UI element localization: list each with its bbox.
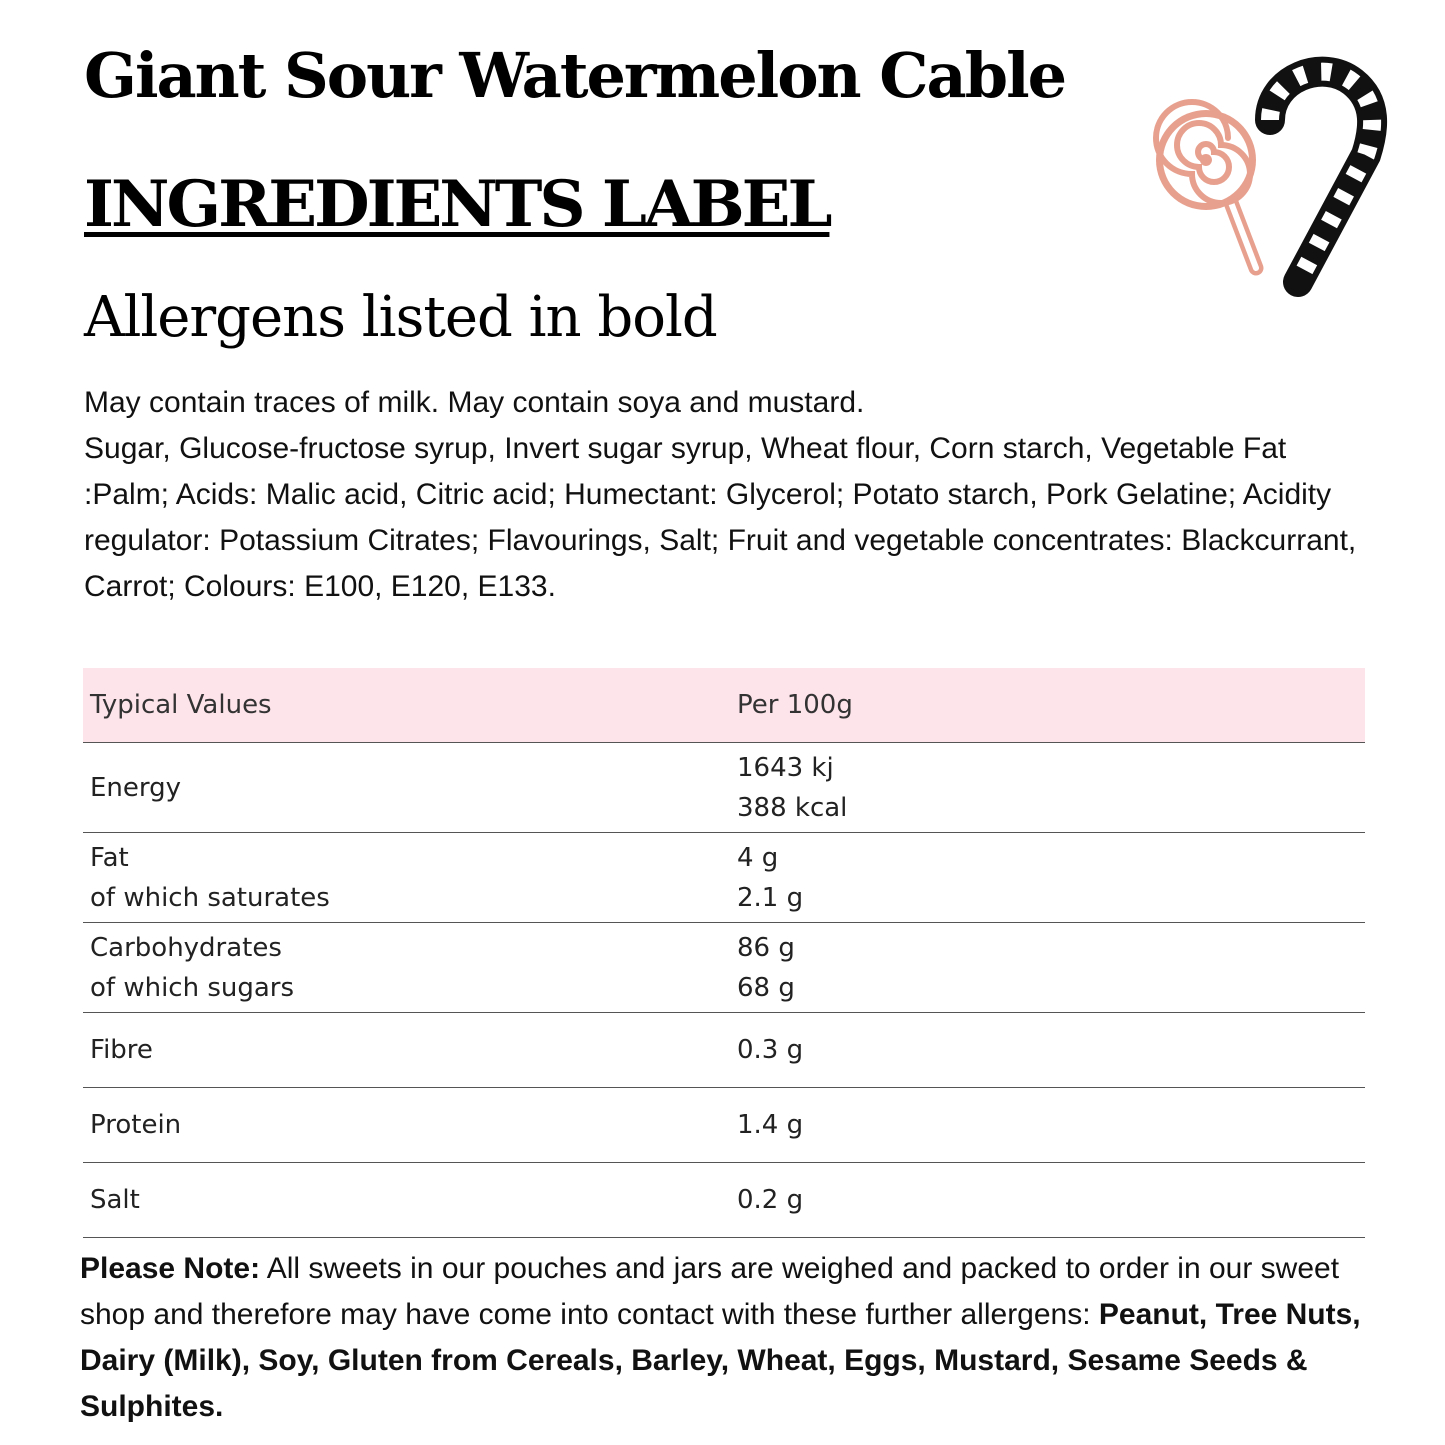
- row-label-line: of which saturates: [90, 882, 330, 913]
- row-value: 0.2 g: [730, 1163, 1365, 1238]
- row-value: 1.4 g: [730, 1088, 1365, 1163]
- footnote-text: All sweets in our pouches and jars are weighed and packed to order in our sweet shop and therefore may have come into contact with these further allergens:: [80, 1252, 1340, 1331]
- product-title: Giant Sour Watermelon Cable: [84, 39, 1066, 112]
- row-label: Energy: [83, 743, 730, 833]
- row-value-line: 388 kcal: [737, 792, 848, 823]
- row-value: [730, 923, 1365, 1013]
- allergen-note: Allergens listed in bold: [84, 285, 717, 350]
- row-label: Salt: [83, 1163, 730, 1238]
- table-row-salt: [83, 1163, 1365, 1238]
- row-label: [83, 833, 730, 923]
- ingredients-list: Sugar, Glucose-fructose syrup, Invert sugar syrup, Wheat flour, Corn starch, Vegetable Fat :Palm; Acids: Malic acid, Citric acid; Humectant: Glycerol; Potato starch, Pork Gelatine; Acidity regulator: Potassium Citrates; Flavourings, Salt; Fruit and vegetable concentrates: Blackcurrant, Carrot; Colours: E100, E120, E133.: [84, 432, 1357, 603]
- row-value-line: 1643 kj: [737, 752, 834, 783]
- label-heading: INGREDIENTS LABEL: [84, 167, 830, 242]
- table-header-row: [83, 668, 1365, 743]
- trace-warning: May contain traces of milk. May contain soya and mustard.: [84, 386, 865, 419]
- row-value-line: 86 g: [737, 932, 795, 963]
- row-value: [730, 743, 1365, 833]
- row-value-line: 2.1 g: [737, 882, 804, 913]
- footnote-allergens: Peanut, Tree Nuts, Dairy (Milk), Soy, Gluten from Cereals, Barley, Wheat, Eggs, Mustard, Sesame Seeds & Sulphites.: [80, 1298, 1361, 1423]
- row-label-line: of which sugars: [90, 972, 295, 1003]
- candy-illustration: [1148, 50, 1398, 300]
- row-label: Protein: [83, 1088, 730, 1163]
- ingredients-block: [84, 380, 1374, 610]
- table-row-carbohydrates: [83, 923, 1365, 1013]
- table-row-protein: [83, 1088, 1365, 1163]
- row-value: 0.3 g: [730, 1013, 1365, 1088]
- candy-cane-icon: [1270, 72, 1372, 282]
- nutrition-table: [83, 668, 1365, 1238]
- column-header-per-100g: Per 100g: [730, 668, 1365, 743]
- lollipop-icon: [1156, 102, 1256, 268]
- table-row-fibre: [83, 1013, 1365, 1088]
- table-row-fat: [83, 833, 1365, 923]
- row-label-line: Carbohydrates: [90, 932, 282, 963]
- row-label: [83, 923, 730, 1013]
- row-label: Fibre: [83, 1013, 730, 1088]
- row-label-line: Fat: [90, 842, 129, 873]
- row-value-line: 4 g: [737, 842, 779, 873]
- footnote-lead: Please Note:: [80, 1252, 261, 1285]
- row-value-line: 68 g: [737, 972, 795, 1003]
- allergen-footnote: [80, 1246, 1380, 1430]
- row-value: [730, 833, 1365, 923]
- table-row-energy: [83, 743, 1365, 833]
- column-header-typical-values: Typical Values: [83, 668, 730, 743]
